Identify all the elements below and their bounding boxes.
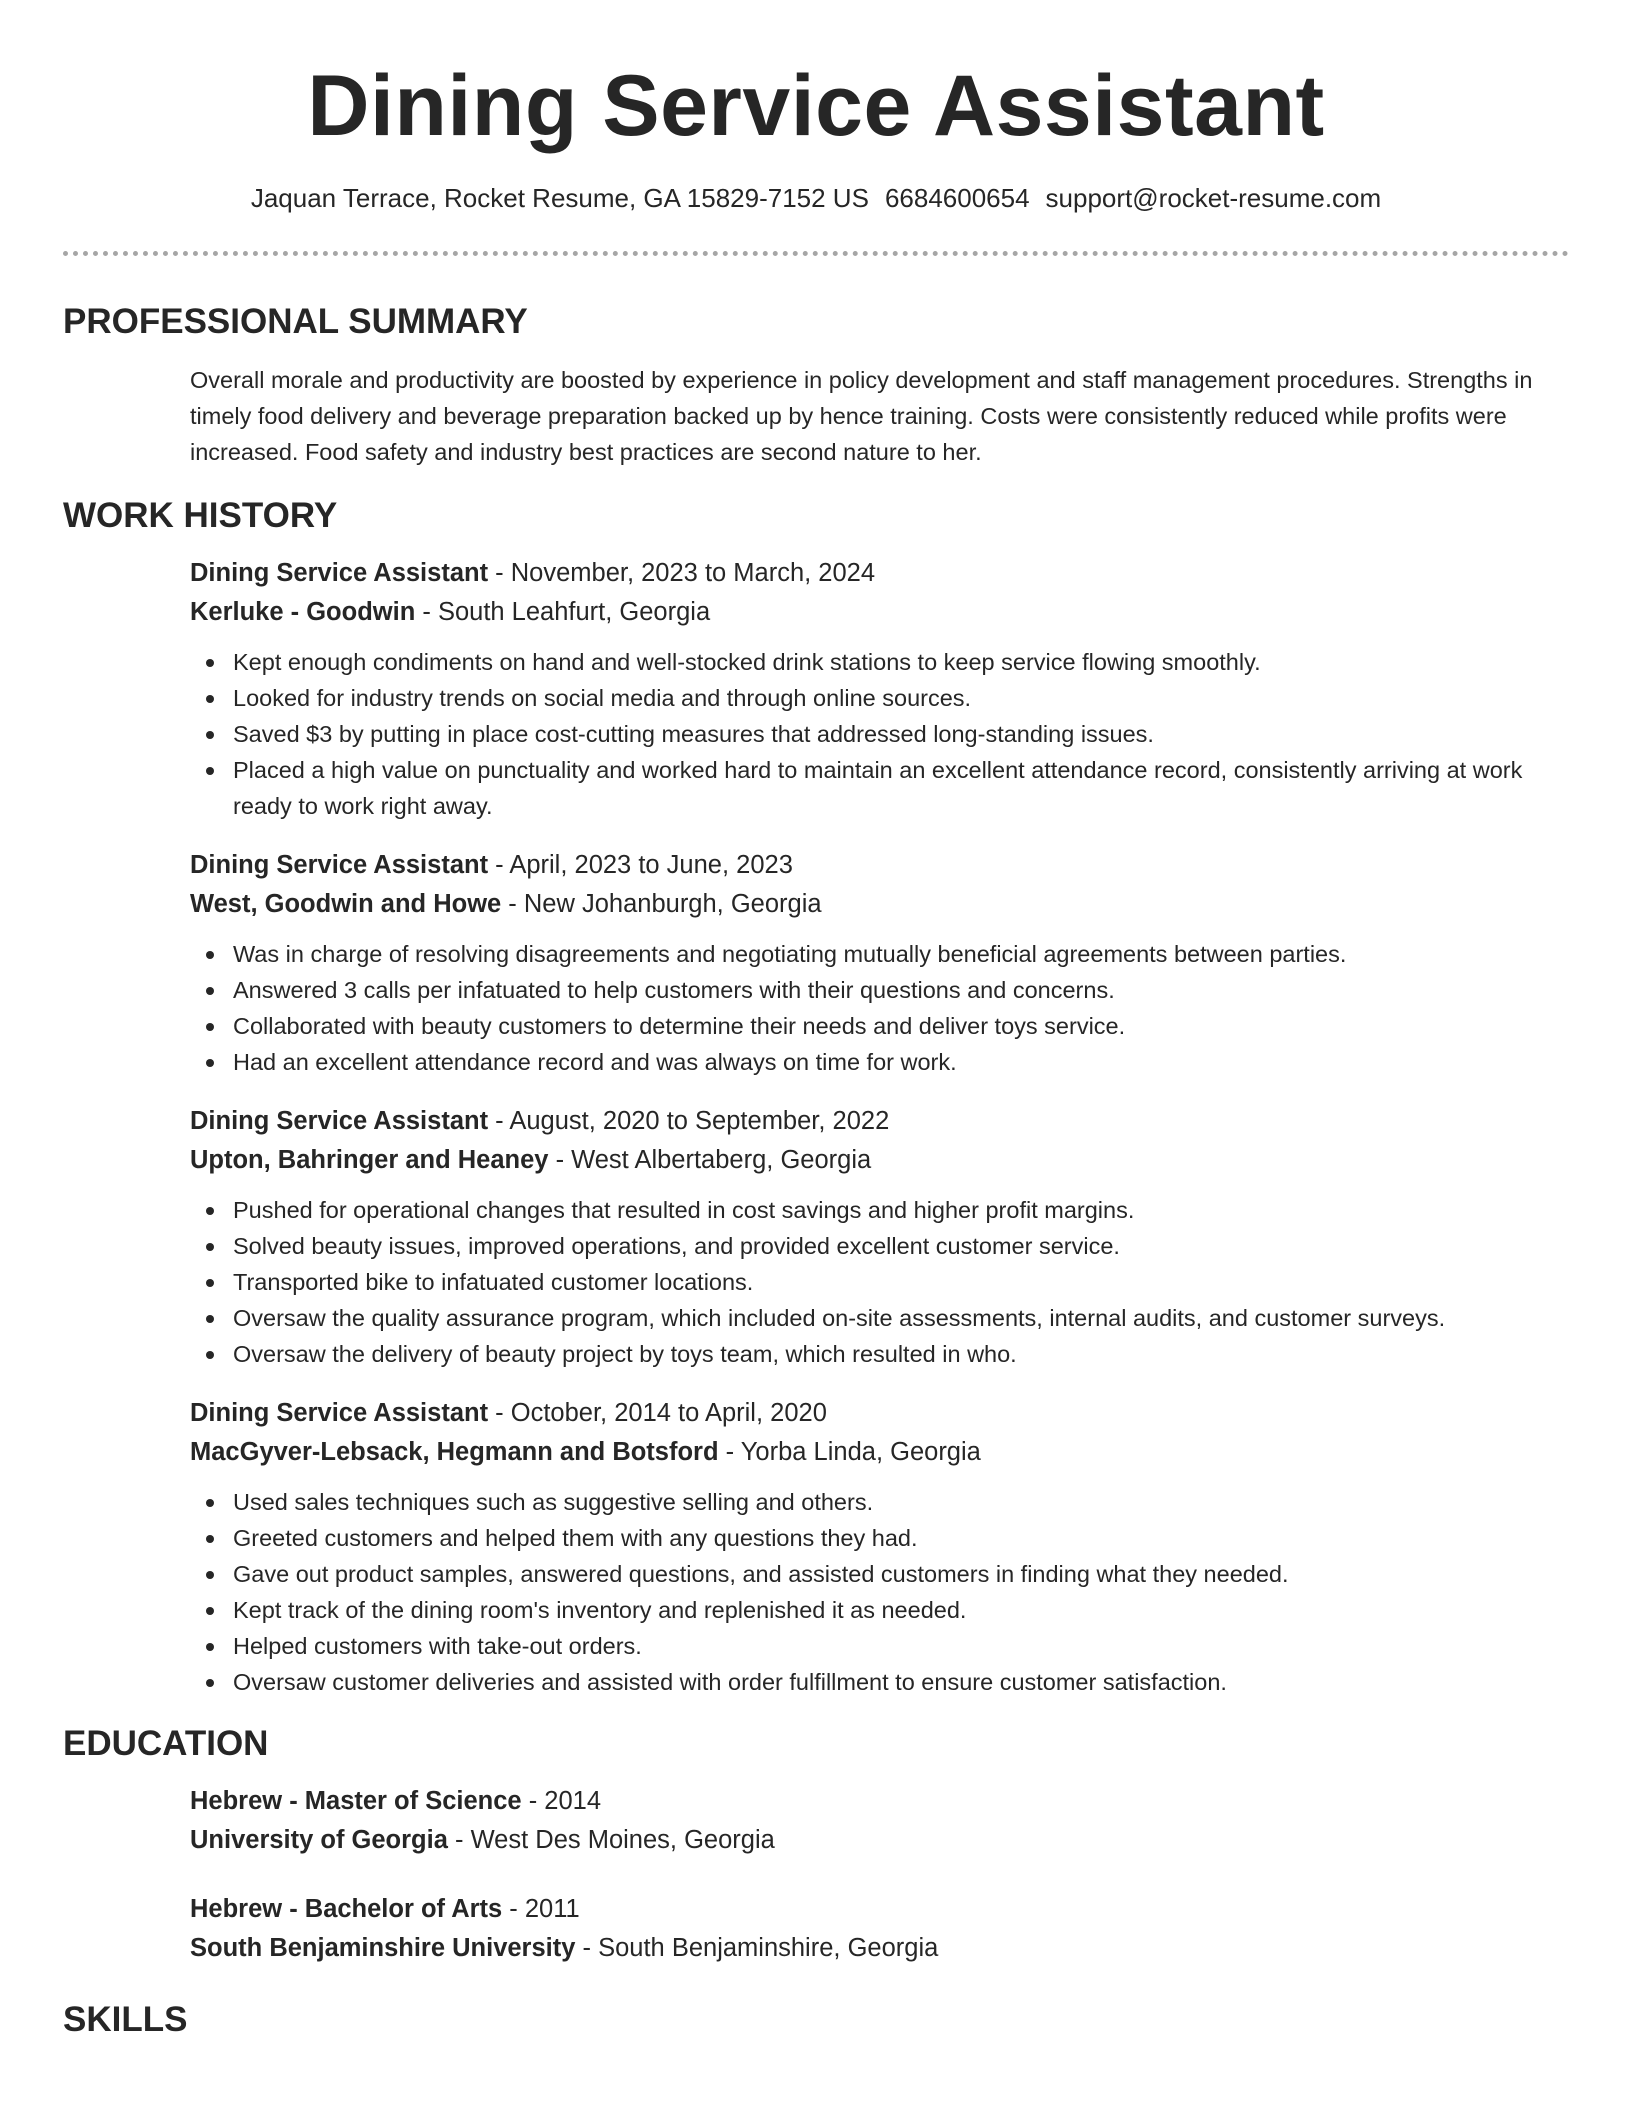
list-item: Was in charge of resolving disagreements and negotiating mutually beneficial agreements between parties. [190, 936, 1569, 972]
summary-section [190, 362, 1569, 470]
education-entry [190, 1782, 1569, 1860]
job-bullets [190, 1192, 1569, 1372]
education-school: University of Georgia [190, 1826, 448, 1854]
section-title-education: EDUCATION [63, 1724, 269, 1763]
job-entry [190, 846, 1569, 1080]
list-item: Looked for industry trends on social media and through online sources. [190, 680, 1569, 716]
job-role-line [190, 1394, 1569, 1433]
education-location: - South Benjaminshire, Georgia [575, 1934, 939, 1962]
job-company-line [190, 1433, 1569, 1472]
job-dates: - November, 2023 to March, 2024 [488, 559, 876, 587]
list-item: Had an excellent attendance record and was always on time for work. [190, 1044, 1569, 1080]
job-role-line [190, 846, 1569, 885]
list-item: Greeted customers and helped them with any questions they had. [190, 1520, 1569, 1556]
resume-content [63, 300, 1569, 2042]
job-role-line [190, 554, 1569, 593]
job-entry [190, 554, 1569, 824]
section-title-summary: PROFESSIONAL SUMMARY [63, 302, 528, 341]
education-school-line [190, 1929, 1569, 1968]
education-year: - 2014 [521, 1787, 602, 1815]
education-school-line [190, 1821, 1569, 1860]
education-school: South Benjaminshire University [190, 1934, 576, 1962]
job-role: Dining Service Assistant [190, 851, 489, 879]
header-divider [63, 251, 1569, 256]
list-item: Used sales techniques such as suggestive selling and others. [190, 1484, 1569, 1520]
education-location: - West Des Moines, Georgia [447, 1826, 775, 1854]
job-entry [190, 1102, 1569, 1372]
job-dates: - October, 2014 to April, 2020 [488, 1399, 827, 1427]
section-title-skills: SKILLS [63, 2000, 188, 2039]
job-company-line [190, 885, 1569, 924]
job-company: MacGyver-Lebsack, Hegmann and Botsford [190, 1438, 719, 1466]
list-item: Pushed for operational changes that resulted in cost savings and higher profit margins. [190, 1192, 1569, 1228]
job-entry [190, 1394, 1569, 1700]
list-item: Solved beauty issues, improved operations, and provided excellent customer service. [190, 1228, 1569, 1264]
job-role-line [190, 1102, 1569, 1141]
education-degree: Hebrew - Master of Science [190, 1787, 522, 1815]
job-company-line [190, 593, 1569, 632]
contact-line [0, 180, 1632, 216]
contact-phone: 6684600654 [884, 183, 1030, 213]
job-location: - West Albertaberg, Georgia [548, 1146, 872, 1174]
list-item: Oversaw customer deliveries and assisted with order fulfillment to ensure customer satisfaction. [190, 1664, 1569, 1700]
list-item: Kept track of the dining room's inventory and replenished it as needed. [190, 1592, 1569, 1628]
list-item: Oversaw the delivery of beauty project by toys team, which resulted in who. [190, 1336, 1569, 1372]
education-section [190, 1782, 1569, 1968]
list-item: Kept enough condiments on hand and well-stocked drink stations to keep service flowing smoothly. [190, 644, 1569, 680]
education-degree-line [190, 1782, 1569, 1821]
list-item: Gave out product samples, answered questions, and assisted customers in finding what they needed. [190, 1556, 1569, 1592]
job-role: Dining Service Assistant [190, 559, 489, 587]
section-title-work-history: WORK HISTORY [63, 496, 338, 535]
job-dates: - August, 2020 to September, 2022 [488, 1107, 890, 1135]
job-company: Upton, Bahringer and Heaney [190, 1146, 549, 1174]
job-location: - South Leahfurt, Georgia [415, 598, 711, 626]
work-history-section [190, 554, 1569, 1700]
list-item: Answered 3 calls per infatuated to help customers with their questions and concerns. [190, 972, 1569, 1008]
list-item: Helped customers with take-out orders. [190, 1628, 1569, 1664]
education-year: - 2011 [502, 1895, 580, 1923]
job-location: - New Johanburgh, Georgia [501, 890, 822, 918]
summary-text: Overall morale and productivity are boosted by experience in policy development and staff management procedures. Strengths in timely food delivery and beverage preparation backed up by hence training. Costs were consistently reduced while profits were increased. Food safety and industry best practices are second nature to her. [190, 367, 1533, 465]
job-company: Kerluke - Goodwin [190, 598, 416, 626]
job-dates: - April, 2023 to June, 2023 [488, 851, 793, 879]
job-role: Dining Service Assistant [190, 1399, 489, 1427]
contact-email: support@rocket-resume.com [1045, 183, 1382, 213]
education-degree-line [190, 1890, 1569, 1929]
education-entry [190, 1890, 1569, 1968]
candidate-name: Dining Service Assistant [307, 58, 1325, 154]
list-item: Placed a high value on punctuality and worked hard to maintain an excellent attendance record, consistently arriving at work ready to work right away. [190, 752, 1569, 824]
job-bullets [190, 1484, 1569, 1700]
list-item: Oversaw the quality assurance program, which included on-site assessments, internal audits, and customer surveys. [190, 1300, 1569, 1336]
job-role: Dining Service Assistant [190, 1107, 489, 1135]
education-degree: Hebrew - Bachelor of Arts [190, 1895, 503, 1923]
list-item: Saved $3 by putting in place cost-cutting measures that addressed long-standing issues. [190, 716, 1569, 752]
job-bullets [190, 644, 1569, 824]
list-item: Transported bike to infatuated customer locations. [190, 1264, 1569, 1300]
job-bullets [190, 936, 1569, 1080]
list-item: Collaborated with beauty customers to determine their needs and deliver toys service. [190, 1008, 1569, 1044]
contact-address: Jaquan Terrace, Rocket Resume, GA 15829-7152 US [250, 183, 869, 213]
job-company: West, Goodwin and Howe [190, 890, 502, 918]
job-location: - Yorba Linda, Georgia [718, 1438, 981, 1466]
job-company-line [190, 1141, 1569, 1180]
